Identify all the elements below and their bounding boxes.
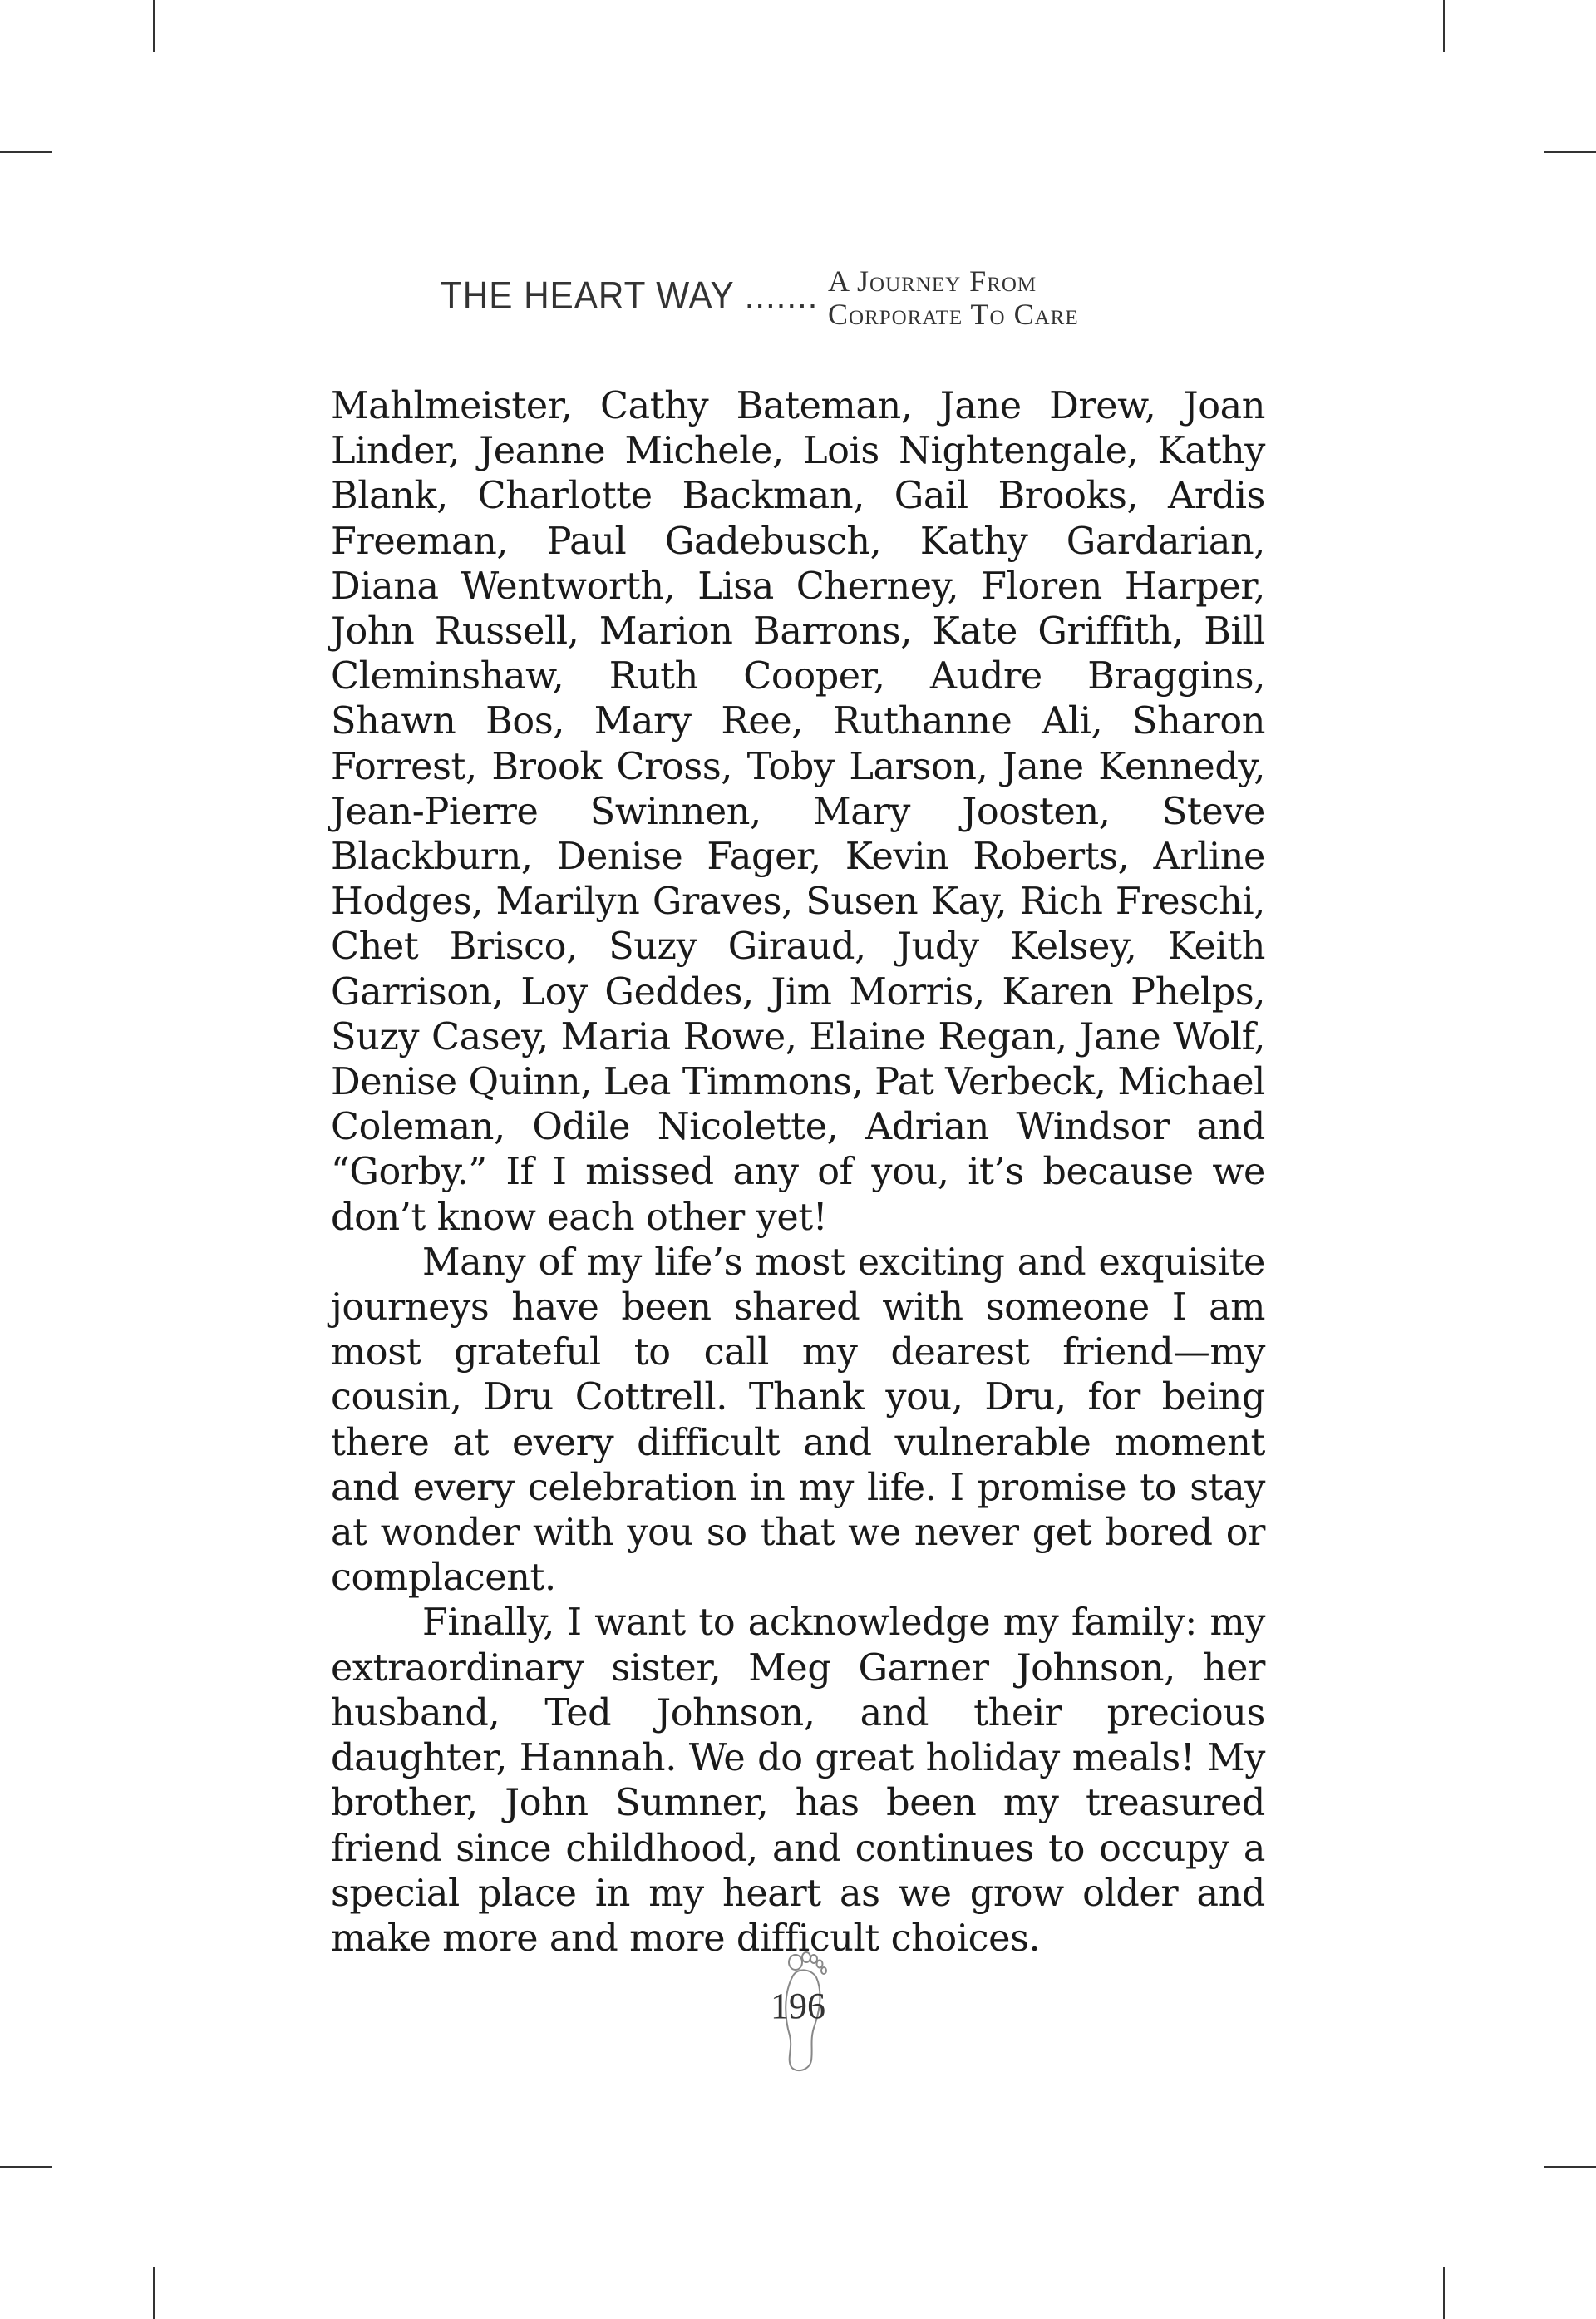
page-number: 196	[771, 1986, 825, 2026]
crop-mark-top-left	[153, 0, 155, 52]
running-head	[441, 264, 1272, 339]
crop-mark-bottom-left	[153, 2267, 155, 2319]
book-title: THE HEART WAY .......	[441, 274, 819, 317]
crop-mark-bottom-right	[1443, 2267, 1445, 2319]
crop-mark-top-right	[1443, 0, 1445, 52]
book-subtitle-line-1: A Journey From	[828, 264, 1037, 298]
crop-mark-right-bottom	[1544, 2166, 1596, 2168]
book-subtitle-line-2: Corporate To Care	[828, 298, 1079, 331]
paragraph-family: Finally, I want to acknowledge my family: my extraordinary sister, Meg Garner Johnson, her husband, Ted Johnson, and their precious daughter, Hannah. We do great holiday meals! My brother, John Sumner, has been my treasured friend since childhood, and continues to occupy a special place in my heart as we grow older and make more and more difficult choices.	[331, 1601, 1265, 1960]
crop-mark-right-top	[1544, 151, 1596, 153]
crop-mark-left-top	[0, 151, 52, 153]
book-subtitle	[828, 264, 1079, 331]
paragraph-cousin: Many of my life’s most exciting and exquisite journeys have been shared with someone I am most grateful to call my dearest friend—my cousin, Dru Cottrell. Thank you, Dru, for being there at every difficult and vulnerable moment and every celebration in my life. I promise to stay at wonder with you so that we never get bored or complacent.	[331, 1241, 1265, 1600]
paragraph-names-list: Mahlmeister, Cathy Bateman, Jane Drew, Joan Linder, Jeanne Michele, Lois Nightengale, Kathy Blank, Charlotte Backman, Gail Brooks, Ardis Freeman, Paul Gadebusch, Kathy Gardarian, Diana Wentworth, Lisa Cherney, Floren Harper, John Russell, Marion Barrons, Kate Griffith, Bill Cleminshaw, Ruth Cooper, Audre Braggins, Shawn Bos, Mary Ree, Ruthanne Ali, Sharon Forrest, Brook Cross, Toby Larson, Jane Kennedy, Jean-Pierre Swinnen, Mary Joosten, Steve Blackburn, Denise Fager, Kevin Roberts, Arline Hodges, Marilyn Graves, Susen Kay, Rich Freschi, Chet Brisco, Suzy Giraud, Judy Kelsey, Keith Garrison, Loy Geddes, Jim Morris, Karen Phelps, Suzy Casey, Maria Rowe, Elaine Regan, Jane Wolf, Denise Quinn, Lea Timmons, Pat Verbeck, Michael Coleman, Odile Nicolette, Adrian Windsor and “Gorby.” If I missed any of you, it’s because we don’t know each other yet!	[331, 385, 1265, 1239]
body-text	[331, 384, 1265, 1961]
crop-mark-left-bottom	[0, 2166, 52, 2168]
